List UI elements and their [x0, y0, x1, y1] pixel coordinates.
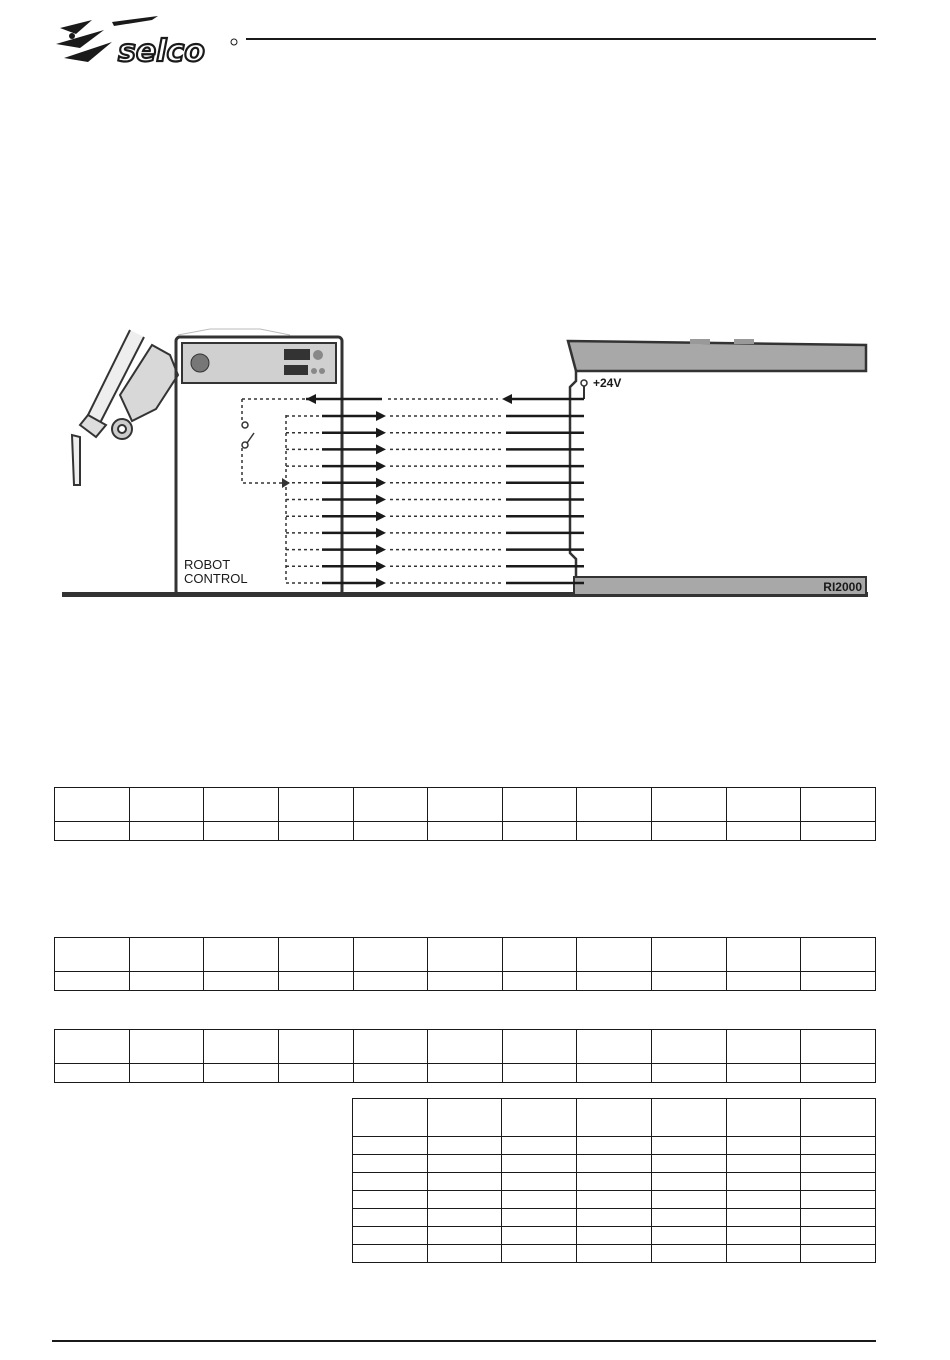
table-cell [726, 938, 801, 972]
table-cell [502, 1030, 577, 1064]
table-cell [502, 1191, 577, 1209]
table-cell [502, 1173, 577, 1191]
registered-mark [231, 39, 237, 45]
table-cell [801, 1227, 876, 1245]
table-cell [353, 972, 428, 991]
logo-graphic [52, 14, 242, 70]
table-row [55, 822, 876, 841]
table-cell [801, 1173, 876, 1191]
arrow-right-icon [376, 411, 386, 421]
logo-mark-stroke-1 [60, 20, 92, 34]
unit-model-label: RI2000 [823, 580, 862, 594]
table-row [55, 788, 876, 822]
table-cell [577, 972, 652, 991]
logo-wordmark: selco [118, 34, 205, 69]
table-row [353, 1155, 876, 1173]
table-cell [502, 1099, 577, 1137]
table-cell [726, 972, 801, 991]
ri2000-top-housing [568, 341, 866, 371]
logo-mark-swoosh [112, 16, 158, 26]
table-cell [353, 1245, 428, 1263]
table-cell [726, 1155, 801, 1173]
table-cell [502, 1227, 577, 1245]
table-cell [278, 972, 353, 991]
table-cell [651, 1173, 726, 1191]
table-cell [801, 1030, 876, 1064]
table-cell [427, 1227, 502, 1245]
table-cell [353, 1137, 428, 1155]
table-cell [801, 788, 876, 822]
table-row [353, 1099, 876, 1137]
table-cell [577, 1245, 652, 1263]
header-rule [246, 38, 876, 40]
table-cell [502, 1137, 577, 1155]
table-cell [353, 822, 428, 841]
table-cell [801, 1099, 876, 1137]
table-cell [652, 938, 727, 972]
table-cell [204, 788, 279, 822]
table-cell [129, 1030, 204, 1064]
table-cell [801, 1155, 876, 1173]
table-cell [204, 972, 279, 991]
table-cell [353, 1227, 428, 1245]
table-cell [353, 1030, 428, 1064]
table-cell [129, 822, 204, 841]
table-cell [353, 1209, 428, 1227]
table-cell [502, 1245, 577, 1263]
table-cell [651, 1137, 726, 1155]
table-cell [726, 1209, 801, 1227]
table-cell [651, 1245, 726, 1263]
table-cell [726, 822, 801, 841]
table-cell [577, 822, 652, 841]
table-cell [726, 1030, 801, 1064]
table-cell [55, 822, 130, 841]
table-cell [502, 1064, 577, 1083]
table-cell [428, 822, 503, 841]
table-cell [726, 1191, 801, 1209]
table-row [353, 1191, 876, 1209]
table-cell [129, 972, 204, 991]
table-cell [427, 1245, 502, 1263]
table-cell [726, 1099, 801, 1137]
table-cell [427, 1155, 502, 1173]
arrow-right-icon [376, 528, 386, 538]
table-cell [204, 1064, 279, 1083]
table-cell [801, 1191, 876, 1209]
table-row [55, 1064, 876, 1083]
table-cell [652, 1064, 727, 1083]
panel-led-icon [311, 368, 317, 374]
arrow-right-icon [376, 495, 386, 505]
table-cell [427, 1209, 502, 1227]
table-cell [55, 972, 130, 991]
table-cell [55, 1064, 130, 1083]
table-cell [427, 1191, 502, 1209]
table-cell [278, 1030, 353, 1064]
table-cell [55, 1030, 130, 1064]
selco-logo [52, 14, 242, 70]
table-cell [129, 1064, 204, 1083]
robot-wiring-diagram [60, 325, 870, 605]
switch-lead-lower [242, 448, 282, 483]
table-cell [502, 972, 577, 991]
table-row [353, 1245, 876, 1263]
arrow-right-icon [376, 461, 386, 471]
panel-knob-icon [313, 350, 323, 360]
table-cell [801, 938, 876, 972]
ri2000-top-tab [734, 339, 754, 344]
table-cell [577, 1191, 652, 1209]
table-cell [577, 1155, 652, 1173]
table-cell [428, 938, 503, 972]
table-cell [651, 1155, 726, 1173]
arrow-right-icon [376, 444, 386, 454]
table-cell [278, 1064, 353, 1083]
table-cell [801, 1137, 876, 1155]
table-cell [55, 938, 130, 972]
panel-button-icon [191, 354, 209, 372]
table-cell [502, 788, 577, 822]
logo-mark-dot [69, 33, 75, 39]
arrow-left-icon [306, 394, 316, 404]
table-cell [801, 1209, 876, 1227]
table-cell [129, 788, 204, 822]
arrow-right-icon [376, 545, 386, 555]
table-cell [204, 822, 279, 841]
table-cell [577, 1209, 652, 1227]
table-cell [428, 1064, 503, 1083]
table-cell [801, 1245, 876, 1263]
table-cell [577, 1173, 652, 1191]
table-cell [651, 1227, 726, 1245]
table-cell [55, 788, 130, 822]
table-cell [353, 938, 428, 972]
table-row [353, 1137, 876, 1155]
supply-voltage-label: +24V [593, 376, 622, 390]
table-row [353, 1173, 876, 1191]
table-cell [427, 1137, 502, 1155]
table-row [55, 1030, 876, 1064]
signal-lines [242, 394, 584, 588]
table-cell [427, 1099, 502, 1137]
table-cell [801, 822, 876, 841]
arrow-right-icon [376, 478, 386, 488]
table-cell [726, 1173, 801, 1191]
table-cell [577, 938, 652, 972]
table-cell [428, 972, 503, 991]
switch-contact-icon [242, 422, 254, 448]
empty-table-1 [54, 787, 876, 841]
table-cell [353, 1099, 428, 1137]
table-cell [726, 1245, 801, 1263]
robot-control-label-line2: CONTROL [184, 571, 248, 586]
table-row [353, 1227, 876, 1245]
table-cell [801, 972, 876, 991]
table-row [55, 972, 876, 991]
table-cell [577, 1030, 652, 1064]
footer-rule [52, 1340, 876, 1342]
arrow-right-icon [376, 428, 386, 438]
table-cell [502, 1209, 577, 1227]
empty-table-4 [352, 1098, 876, 1263]
table-cell [577, 1227, 652, 1245]
table-cell [652, 788, 727, 822]
table-row [55, 938, 876, 972]
panel-led-icon [319, 368, 325, 374]
table-cell [502, 1155, 577, 1173]
table-cell [577, 1064, 652, 1083]
table-cell [204, 1030, 279, 1064]
table-cell [651, 1191, 726, 1209]
table-cell [801, 1064, 876, 1083]
table-cell [577, 788, 652, 822]
table-cell [502, 938, 577, 972]
table-cell [652, 972, 727, 991]
table-cell [278, 822, 353, 841]
table-cell [353, 1191, 428, 1209]
table-cell [726, 1227, 801, 1245]
table-cell [726, 788, 801, 822]
table-cell [651, 1099, 726, 1137]
table-cell [652, 822, 727, 841]
table-cell [278, 788, 353, 822]
table-cell [427, 1173, 502, 1191]
table-cell [278, 938, 353, 972]
arrow-right-icon [376, 578, 386, 588]
robot-control-label-line1: ROBOT [184, 557, 231, 572]
empty-table-2 [54, 937, 876, 991]
table-cell [652, 1030, 727, 1064]
arrow-right-icon [376, 561, 386, 571]
table-cell [204, 938, 279, 972]
table-cell [502, 822, 577, 841]
table-cell [577, 1137, 652, 1155]
table-cell [726, 1137, 801, 1155]
table-cell [353, 788, 428, 822]
table-cell [353, 1064, 428, 1083]
ri2000-base-housing [574, 577, 866, 595]
table-cell [651, 1209, 726, 1227]
table-cell [353, 1173, 428, 1191]
table-cell [129, 938, 204, 972]
table-cell [428, 788, 503, 822]
table-cell [577, 1099, 652, 1137]
supply-terminal-icon [581, 380, 587, 386]
table-cell [428, 1030, 503, 1064]
table-cell [726, 1064, 801, 1083]
logo-mark-stroke-2 [56, 30, 104, 48]
ri2000-front-edge [570, 371, 576, 577]
table-row [353, 1209, 876, 1227]
table-cell [353, 1155, 428, 1173]
arrow-left-icon [502, 394, 512, 404]
empty-table-3 [54, 1029, 876, 1083]
ri2000-top-tab [690, 339, 710, 344]
arrow-right-icon [376, 511, 386, 521]
